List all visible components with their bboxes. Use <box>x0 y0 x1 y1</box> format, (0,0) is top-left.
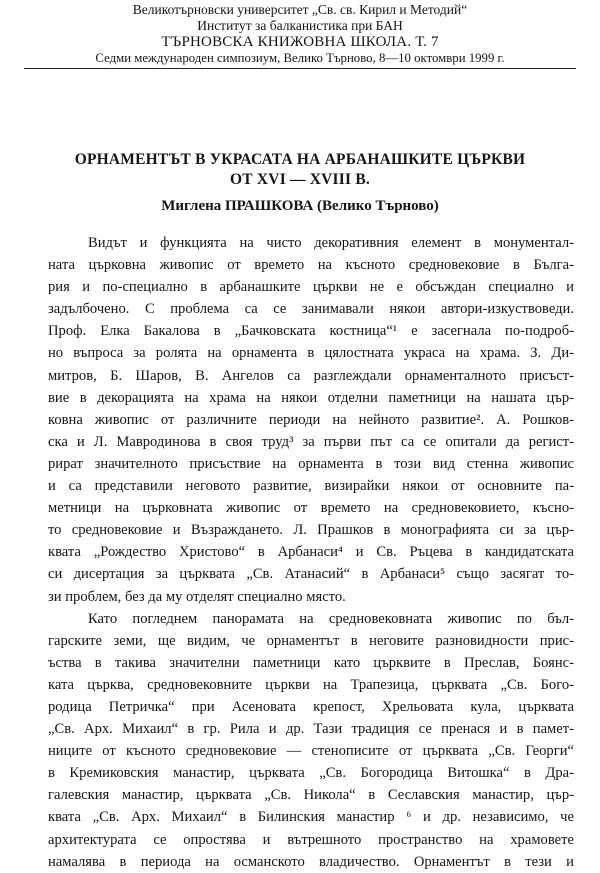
body-line: квата „Св. Арх. Михаил“ в Билинския манастир ⁶ и др. независимо, че <box>48 809 574 826</box>
body-line: ска и Л. Мавродинова в своя труд³ за първи път са се опитали да регист- <box>48 433 574 450</box>
body-line: Проф. Елка Бакалова в „Бачковската костница“¹ е засегнала по-подроб- <box>48 323 574 340</box>
body-line: задълбочено. С проблема са се занимавали някои автори-изкуствоведи. <box>48 301 574 318</box>
article-body <box>20 232 580 873</box>
body-line: ниците от късното средновековие — стенописите от църквата „Св. Георги“ <box>48 743 574 760</box>
body-line: квата „Рождество Христово“ в Арбанаси⁴ и Св. Ръцева в кандидатската <box>48 544 574 561</box>
article-title-line-1: ОРНАМЕНТЪТ В УКРАСАТА НА АРБАНАШКИТЕ ЦЪРКВИ <box>74 151 526 168</box>
body-line: си дисертация за църквата „Св. Атанасий“ в Арбанаси⁵ също засягат то- <box>48 566 574 583</box>
header-symposium: Седми международен симпозиум, Велико Търново, 8—10 октомври 1999 г. <box>95 51 505 65</box>
body-line: и са представили неговото развитие, визирайки някои от основните па- <box>48 478 574 495</box>
body-line-last: зи проблем, без да му отделят специално място. <box>48 588 346 605</box>
body-line: ката църква, средновековните църкви на Трапезица, църквата „Св. Бого- <box>48 676 574 693</box>
body-line: ната църковна живопис от времето на късното средновековие в Бълга- <box>48 257 574 274</box>
body-line: родица Петричка“ при Асеновата крепост, Хрельовата кула, църквата <box>48 698 574 715</box>
body-line: метници на църковната живопис от времето на средновековието, късно- <box>48 500 574 517</box>
body-line: галевския манастир, църквата „Св. Никола“ в Сеславския манастир, цър- <box>48 787 574 804</box>
body-line: архитектурата се опростява и вътрешното пространство на храмовете <box>48 831 574 848</box>
header-institute: Институт за балканистика при БАН <box>197 18 403 33</box>
body-line: митров, Б. Шаров, В. Ангелов са разглеждали орнаменталното присъст- <box>48 367 574 384</box>
article-title-line-2: ОТ XVI — XVIII В. <box>230 171 370 188</box>
body-line: то средновековие и Възраждането. Л. Прашков в монографията си за цър- <box>48 522 574 539</box>
page-header <box>20 2 580 66</box>
body-line: гарските земи, ще видим, че орнаментът в неговите разновидности прис- <box>48 632 574 649</box>
body-line: вие в декорацията на храма на някои отделни паметници на нашата цър- <box>48 389 574 406</box>
header-series: ТЪРНОВСКА КНИЖОВНА ШКОЛА. Т. 7 <box>161 34 439 50</box>
body-line: намалява в периода на османското владичество. Орнаментът в тези и <box>48 853 574 870</box>
article-title <box>20 150 580 190</box>
header-university: Великотърновски университет „Св. св. Кирил и Методий“ <box>132 2 468 17</box>
article-author: Миглена ПРАШКОВА (Велико Търново) <box>161 198 439 214</box>
header-divider <box>24 68 576 69</box>
body-line: в Кремиковския манастир, църквата „Св. Богородица Витошка“ в Дра- <box>48 765 574 782</box>
body-line: рия и по-специално в арбанашките църкви не е обсъждан специално и <box>48 279 574 296</box>
body-line: но въпроса за ролята на орнамента в цялостната украса на храма. З. Ди- <box>48 345 574 362</box>
body-line: ъства в такива значителни паметници като църквите в Преслав, Боянс- <box>48 654 574 671</box>
body-line: ковна живопис от различните периоди на нейното развитие². А. Рошков- <box>48 411 574 428</box>
body-line: рират значителното присъствие на орнамента в този вид стенна живопис <box>48 455 574 472</box>
body-line: Като погледнем панорамата на средновековната живопис по бъл- <box>88 610 574 627</box>
body-line: Видът и функцията на чисто декоративния елемент в монументал- <box>88 235 574 251</box>
body-line: „Св. Арх. Михаил“ в гр. Рила и др. Тази традиция се пренася и в памет- <box>48 721 574 738</box>
